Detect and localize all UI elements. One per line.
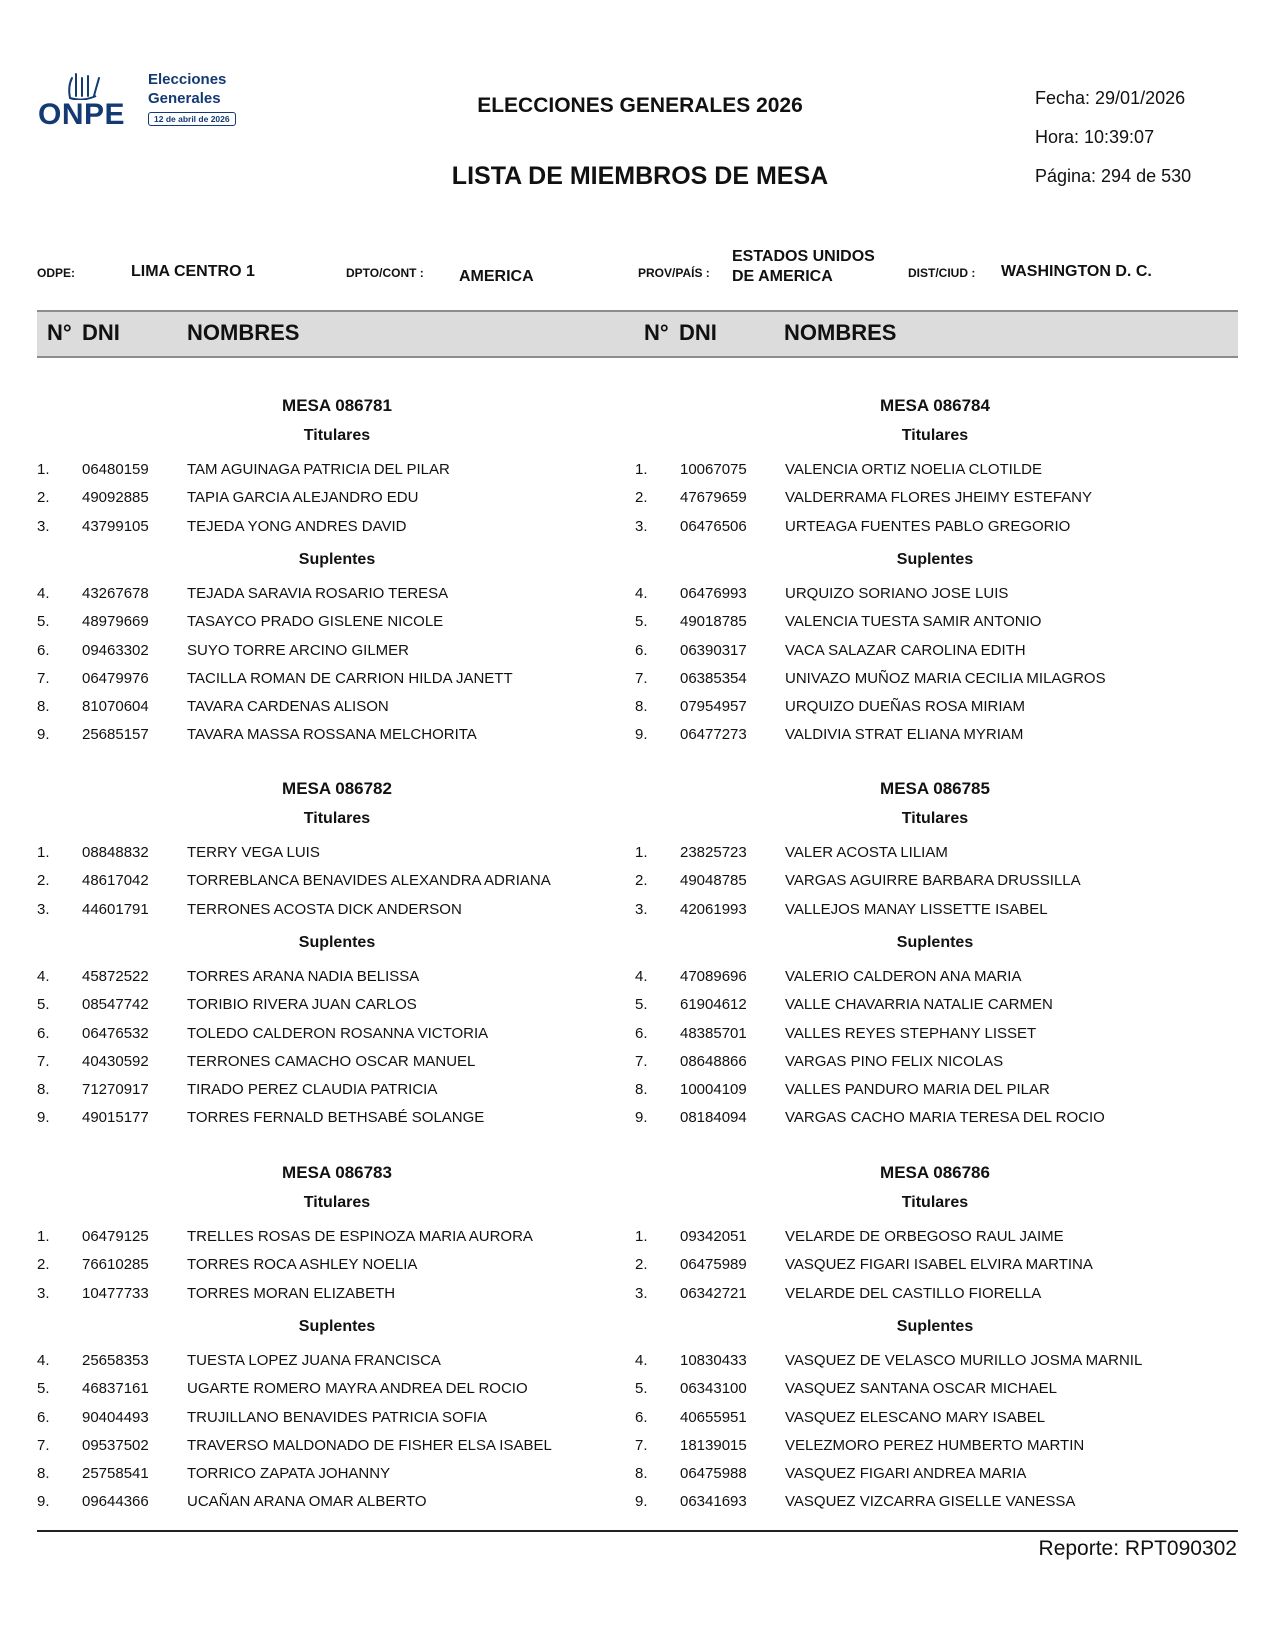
row-number: 3. xyxy=(635,900,648,918)
col-nombres-right: NOMBRES xyxy=(784,320,897,345)
row-name: VALLE CHAVARRIA NATALIE CARMEN xyxy=(785,996,1053,1014)
row-dni: 25758541 xyxy=(82,1465,149,1483)
row-number: 1. xyxy=(37,1228,50,1245)
row-number: 6. xyxy=(635,1024,648,1042)
row-number: 1. xyxy=(635,1228,648,1245)
hand-vote-icon xyxy=(66,70,102,100)
row-number: 3. xyxy=(635,1284,648,1302)
row-number: 1. xyxy=(37,844,50,861)
hora: Hora: 10:39:07 xyxy=(1035,127,1155,147)
row-dni: 06341693 xyxy=(680,1493,747,1511)
row-number: 3. xyxy=(635,517,648,535)
row-dni: 81070604 xyxy=(82,698,149,716)
logo-title xyxy=(148,70,226,108)
row-number: 9. xyxy=(37,1493,50,1511)
row-name: VALLES REYES STEPHANY LISSET xyxy=(785,1024,1037,1042)
row-number: 2. xyxy=(635,872,648,890)
row-number: 6. xyxy=(635,641,648,659)
row-dni: 47679659 xyxy=(680,489,747,507)
row-name: URTEAGA FUENTES PABLO GREGORIO xyxy=(785,517,1071,535)
row-name: TORIBIO RIVERA JUAN CARLOS xyxy=(187,996,417,1014)
row-name: TRAVERSO MALDONADO DE FISHER ELSA ISABEL xyxy=(187,1436,552,1454)
mesa-title: MESA 086782 xyxy=(282,779,392,798)
row-number: 1. xyxy=(635,461,648,478)
row-dni: 25685157 xyxy=(82,726,149,744)
row-dni: 08648866 xyxy=(680,1052,747,1070)
mesa-title: MESA 086785 xyxy=(880,779,990,798)
row-name: VELARDE DEL CASTILLO FIORELLA xyxy=(785,1284,1042,1302)
row-dni: 06476993 xyxy=(680,584,747,602)
section-suplentes: Suplentes xyxy=(298,550,376,568)
section-suplentes: Suplentes xyxy=(896,933,974,951)
row-dni: 48617042 xyxy=(82,872,149,890)
row-number: 1. xyxy=(37,461,50,478)
row-number: 8. xyxy=(635,1081,648,1099)
row-name: UCAÑAN ARANA OMAR ALBERTO xyxy=(187,1493,427,1511)
row-number: 4. xyxy=(635,1351,648,1369)
row-dni: 10830433 xyxy=(680,1351,747,1369)
row-number: 7. xyxy=(635,669,648,687)
row-dni: 06476506 xyxy=(680,517,747,535)
row-number: 3. xyxy=(37,900,50,918)
row-name: VALERIO CALDERON ANA MARIA xyxy=(785,967,1022,985)
row-dni: 06475988 xyxy=(680,1465,747,1483)
row-name: VALLEJOS MANAY LISSETTE ISABEL xyxy=(785,900,1048,918)
row-dni: 40430592 xyxy=(82,1052,149,1070)
row-number: 7. xyxy=(37,1436,50,1454)
mesa-title: MESA 086784 xyxy=(880,396,990,415)
dpto-label: DPTO/CONT : xyxy=(346,266,424,280)
row-name: VELEZMORO PEREZ HUMBERTO MARTIN xyxy=(785,1436,1085,1454)
row-dni: 07954957 xyxy=(680,698,747,716)
logo-line2: Generales xyxy=(148,90,221,107)
row-name: TORRES MORAN ELIZABETH xyxy=(187,1284,396,1302)
row-dni: 06390317 xyxy=(680,641,747,659)
row-dni: 06342721 xyxy=(680,1284,747,1302)
pagina: Página: 294 de 530 xyxy=(1035,166,1192,186)
row-name: TOLEDO CALDERON ROSANNA VICTORIA xyxy=(187,1024,489,1042)
row-number: 5. xyxy=(635,1380,648,1398)
row-dni: 48979669 xyxy=(82,613,149,631)
row-number: 3. xyxy=(37,517,50,535)
row-number: 8. xyxy=(37,698,50,716)
row-name: TERRONES ACOSTA DICK ANDERSON xyxy=(187,900,462,918)
row-dni: 71270917 xyxy=(82,1081,149,1099)
row-number: 7. xyxy=(635,1052,648,1070)
col-num-left: N° xyxy=(47,320,72,345)
row-name: TIRADO PEREZ CLAUDIA PATRICIA xyxy=(187,1081,438,1099)
row-number: 5. xyxy=(37,996,50,1014)
row-number: 5. xyxy=(635,996,648,1014)
row-name: TORREBLANCA BENAVIDES ALEXANDRA ADRIANA xyxy=(187,872,551,890)
page-title: ELECCIONES GENERALES 2026 xyxy=(477,94,803,117)
row-name: VASQUEZ DE VELASCO MURILLO JOSMA MARNIL xyxy=(785,1351,1143,1369)
row-dni: 61904612 xyxy=(680,996,747,1014)
row-number: 2. xyxy=(635,1256,648,1274)
row-dni: 09463302 xyxy=(82,641,149,659)
row-name: VASQUEZ VIZCARRA GISELLE VANESSA xyxy=(785,1493,1076,1511)
row-name: VARGAS AGUIRRE BARBARA DRUSSILLA xyxy=(785,872,1081,890)
row-number: 9. xyxy=(635,726,648,744)
row-number: 8. xyxy=(37,1081,50,1099)
section-titulares: Titulares xyxy=(303,427,371,444)
row-number: 3. xyxy=(37,1284,50,1302)
prov-value-line1: ESTADOS UNIDOS xyxy=(732,248,875,265)
row-name: TRUJILLANO BENAVIDES PATRICIA SOFIA xyxy=(187,1408,488,1426)
row-name: TORRES FERNALD BETHSABÉ SOLANGE xyxy=(187,1109,485,1127)
row-number: 5. xyxy=(37,613,50,631)
row-number: 7. xyxy=(37,1052,50,1070)
section-suplentes: Suplentes xyxy=(298,933,376,951)
row-number: 4. xyxy=(37,584,50,602)
row-name: TACILLA ROMAN DE CARRION HILDA JANETT xyxy=(187,669,513,687)
col-num-right: N° xyxy=(644,320,669,345)
mesa-title: MESA 086786 xyxy=(880,1163,990,1182)
row-dni: 44601791 xyxy=(82,900,149,918)
row-number: 8. xyxy=(37,1465,50,1483)
row-dni: 06479976 xyxy=(82,669,149,687)
row-number: 2. xyxy=(37,489,50,507)
row-dni: 06480159 xyxy=(82,461,149,478)
row-number: 9. xyxy=(635,1109,648,1127)
row-dni: 49092885 xyxy=(82,489,149,507)
row-dni: 43267678 xyxy=(82,584,149,602)
section-suplentes: Suplentes xyxy=(896,1317,974,1335)
row-dni: 10477733 xyxy=(82,1284,149,1302)
col-nombres-left: NOMBRES xyxy=(187,320,300,345)
row-name: TEJADA SARAVIA ROSARIO TERESA xyxy=(187,584,449,602)
prov-value-line2: DE AMERICA xyxy=(732,268,833,285)
row-number: 6. xyxy=(635,1408,648,1426)
row-number: 4. xyxy=(37,1351,50,1369)
row-name: TAPIA GARCIA ALEJANDRO EDU xyxy=(187,489,419,507)
row-dni: 06476532 xyxy=(82,1024,149,1042)
row-dni: 43799105 xyxy=(82,517,149,535)
odpe-label: ODPE: xyxy=(37,266,76,280)
row-dni: 40655951 xyxy=(680,1408,747,1426)
logo-line1: Elecciones xyxy=(148,71,227,88)
prov-label: PROV/PAÍS : xyxy=(638,266,710,280)
row-name: VASQUEZ SANTANA OSCAR MICHAEL xyxy=(785,1380,1057,1398)
row-dni: 06385354 xyxy=(680,669,747,687)
row-dni: 08848832 xyxy=(82,844,149,861)
row-name: VALLES PANDURO MARIA DEL PILAR xyxy=(785,1081,1050,1099)
row-name: VALDERRAMA FLORES JHEIMY ESTEFANY xyxy=(785,489,1093,507)
row-number: 7. xyxy=(635,1436,648,1454)
row-name: VASQUEZ FIGARI ANDREA MARIA xyxy=(785,1465,1027,1483)
row-dni: 06479125 xyxy=(82,1228,149,1245)
row-name: TUESTA LOPEZ JUANA FRANCISCA xyxy=(187,1351,441,1369)
dpto-value: AMERICA xyxy=(459,268,534,285)
footer-divider xyxy=(37,1530,1238,1532)
dist-label: DIST/CIUD : xyxy=(908,266,976,280)
section-titulares: Titulares xyxy=(901,427,969,444)
row-dni: 49048785 xyxy=(680,872,747,890)
row-dni: 49015177 xyxy=(82,1109,149,1127)
row-dni: 08547742 xyxy=(82,996,149,1014)
row-dni: 49018785 xyxy=(680,613,747,631)
odpe-value: LIMA CENTRO 1 xyxy=(131,263,255,280)
row-dni: 06343100 xyxy=(680,1380,747,1398)
mesa-title: MESA 086783 xyxy=(282,1163,392,1182)
row-number: 7. xyxy=(37,669,50,687)
section-titulares: Titulares xyxy=(303,810,371,827)
row-dni: 06477273 xyxy=(680,726,747,744)
row-name: TAVARA MASSA ROSSANA MELCHORITA xyxy=(187,726,477,744)
logo-date-badge: 12 de abril de 2026 xyxy=(148,112,236,126)
row-name: URQUIZO SORIANO JOSE LUIS xyxy=(785,584,1009,602)
row-number: 8. xyxy=(635,1465,648,1483)
row-dni: 90404493 xyxy=(82,1408,149,1426)
row-number: 6. xyxy=(37,641,50,659)
row-dni: 48385701 xyxy=(680,1024,747,1042)
section-titulares: Titulares xyxy=(303,1194,371,1211)
row-name: UGARTE ROMERO MAYRA ANDREA DEL ROCIO xyxy=(187,1380,528,1398)
row-dni: 06475989 xyxy=(680,1256,747,1274)
row-name: VACA SALAZAR CAROLINA EDITH xyxy=(785,641,1026,659)
row-dni: 09537502 xyxy=(82,1436,149,1454)
row-number: 4. xyxy=(635,967,648,985)
row-dni: 76610285 xyxy=(82,1256,149,1274)
row-number: 2. xyxy=(635,489,648,507)
row-dni: 25658353 xyxy=(82,1351,149,1369)
fecha: Fecha: 29/01/2026 xyxy=(1035,88,1186,108)
row-dni: 09342051 xyxy=(680,1228,747,1245)
section-suplentes: Suplentes xyxy=(896,550,974,568)
row-number: 4. xyxy=(635,584,648,602)
row-name: VARGAS CACHO MARIA TERESA DEL ROCIO xyxy=(785,1109,1105,1127)
row-dni: 23825723 xyxy=(680,844,747,861)
row-name: URQUIZO DUEÑAS ROSA MIRIAM xyxy=(785,698,1026,716)
row-name: VALENCIA TUESTA SAMIR ANTONIO xyxy=(785,613,1042,631)
row-dni: 10067075 xyxy=(680,461,747,478)
row-name: VALDIVIA STRAT ELIANA MYRIAM xyxy=(785,726,1024,744)
row-number: 9. xyxy=(37,1109,50,1127)
row-name: VALENCIA ORTIZ NOELIA CLOTILDE xyxy=(785,461,1043,478)
row-dni: 08184094 xyxy=(680,1109,747,1127)
page-subtitle: LISTA DE MIEMBROS DE MESA xyxy=(451,162,829,190)
row-number: 9. xyxy=(635,1493,648,1511)
row-number: 5. xyxy=(37,1380,50,1398)
dist-value: WASHINGTON D. C. xyxy=(1001,263,1152,280)
row-name: TERRY VEGA LUIS xyxy=(187,844,320,861)
section-titulares: Titulares xyxy=(901,810,969,827)
row-name: UNIVAZO MUÑOZ MARIA CECILIA MILAGROS xyxy=(785,669,1106,687)
row-name: TORRES ROCA ASHLEY NOELIA xyxy=(187,1256,418,1274)
row-name: TAM AGUINAGA PATRICIA DEL PILAR xyxy=(187,461,450,478)
onpe-logo xyxy=(38,66,248,136)
row-number: 5. xyxy=(635,613,648,631)
row-name: TASAYCO PRADO GISLENE NICOLE xyxy=(187,613,444,631)
report-code: Reporte: RPT090302 xyxy=(1038,1537,1237,1560)
row-number: 8. xyxy=(635,698,648,716)
row-number: 9. xyxy=(37,726,50,744)
row-name: TAVARA CARDENAS ALISON xyxy=(187,698,389,716)
row-name: VASQUEZ FIGARI ISABEL ELVIRA MARTINA xyxy=(785,1256,1093,1274)
row-name: TEJEDA YONG ANDRES DAVID xyxy=(187,517,407,535)
row-number: 6. xyxy=(37,1408,50,1426)
row-number: 6. xyxy=(37,1024,50,1042)
col-dni-left: DNI xyxy=(82,320,120,345)
row-number: 2. xyxy=(37,872,50,890)
row-name: TERRONES CAMACHO OSCAR MANUEL xyxy=(187,1052,476,1070)
row-name: TORRICO ZAPATA JOHANNY xyxy=(187,1465,391,1483)
row-number: 2. xyxy=(37,1256,50,1274)
mesa-title: MESA 086781 xyxy=(282,396,392,415)
logo-brand: ONPE xyxy=(38,98,126,131)
row-dni: 09644366 xyxy=(82,1493,149,1511)
row-dni: 46837161 xyxy=(82,1380,149,1398)
row-dni: 10004109 xyxy=(680,1081,747,1099)
row-name: VELARDE DE ORBEGOSO RAUL JAIME xyxy=(785,1228,1064,1245)
row-name: VARGAS PINO FELIX NICOLAS xyxy=(785,1052,1004,1070)
row-dni: 45872522 xyxy=(82,967,149,985)
section-titulares: Titulares xyxy=(901,1194,969,1211)
col-dni-right: DNI xyxy=(679,320,717,345)
row-name: VASQUEZ ELESCANO MARY ISABEL xyxy=(785,1408,1046,1426)
row-name: TRELLES ROSAS DE ESPINOZA MARIA AURORA xyxy=(187,1228,533,1245)
row-name: VALER ACOSTA LILIAM xyxy=(785,844,948,861)
row-number: 4. xyxy=(37,967,50,985)
row-dni: 47089696 xyxy=(680,967,747,985)
row-number: 1. xyxy=(635,844,648,861)
section-suplentes: Suplentes xyxy=(298,1317,376,1335)
row-dni: 18139015 xyxy=(680,1436,747,1454)
row-dni: 42061993 xyxy=(680,900,747,918)
row-name: TORRES ARANA NADIA BELISSA xyxy=(187,967,420,985)
row-name: SUYO TORRE ARCINO GILMER xyxy=(187,641,409,659)
